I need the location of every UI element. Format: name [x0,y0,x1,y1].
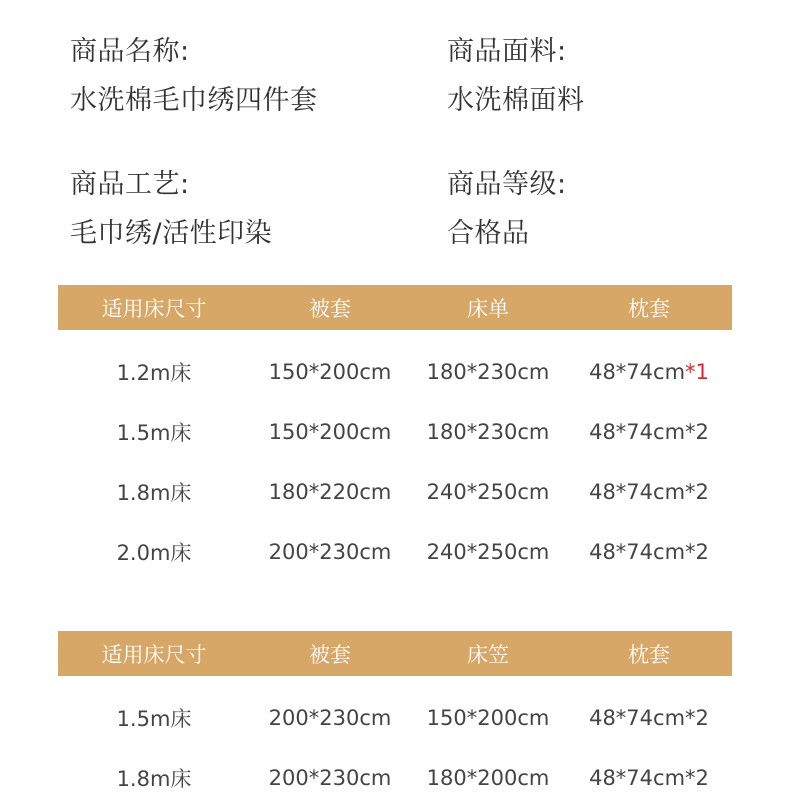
cell-bed-size: 1.5m床 [116,421,192,445]
cell-flat-sheet: 240*250cm [426,480,550,504]
cell-pillowcase [566,360,732,384]
pillowcase-size: 48*74cm [589,766,686,790]
cell-bed-size: 2.0m床 [116,541,192,565]
cell-pillowcase [566,480,732,504]
cell-duvet-cover: 150*200cm [268,420,392,444]
cell-bed-size: 1.5m床 [116,707,192,731]
cell-duvet-cover: 200*230cm [268,540,392,564]
cell-bed-size: 1.2m床 [116,361,192,385]
cell-pillowcase [566,766,732,790]
fabric-value: 水洗棉面料 [447,85,585,116]
cell-duvet-cover: 180*220cm [268,480,392,504]
pillowcase-size: 48*74cm [589,540,686,564]
table-body [58,676,732,808]
header-bed-size: 适用床尺寸 [101,642,207,667]
cell-flat-sheet: 240*250cm [426,540,550,564]
header-duvet-cover: 被套 [309,296,351,321]
craft-value: 毛巾绣/活性印染 [70,218,273,249]
product-name-value: 水洗棉毛巾绣四件套 [70,85,318,116]
fabric-label: 商品面料: [447,36,567,67]
product-name-label: 商品名称: [70,36,190,67]
cell-flat-sheet: 180*230cm [426,420,550,444]
grade-label: 商品等级: [447,169,567,200]
table-row [58,402,732,462]
table-row [58,342,732,402]
table-row [58,688,732,748]
cell-flat-sheet: 180*230cm [426,360,550,384]
pillowcase-size: 48*74cm [589,420,686,444]
size-table-flat-sheet [58,285,732,582]
table-header [58,285,732,330]
cell-bed-size: 1.8m床 [116,481,192,505]
grade-value: 合格品 [447,218,530,249]
table-row [58,462,732,522]
pillowcase-qty: *2 [685,766,709,790]
cell-pillowcase [566,420,732,444]
pillowcase-size: 48*74cm [589,360,686,384]
size-table-fitted-sheet [58,631,732,808]
cell-bed-size: 1.8m床 [116,767,192,791]
pillowcase-size: 48*74cm [589,706,686,730]
table-row [58,748,732,808]
cell-pillowcase [566,540,732,564]
pillowcase-qty: *2 [685,706,709,730]
pillowcase-qty: *2 [685,480,709,504]
cell-fitted-sheet: 150*200cm [426,706,550,730]
pillowcase-qty: *1 [685,360,709,384]
table-row [58,522,732,582]
craft-label: 商品工艺: [70,169,190,200]
table-header [58,631,732,676]
header-bed-size: 适用床尺寸 [101,296,207,321]
table-body [58,330,732,582]
header-fitted-sheet: 床笠 [467,642,509,667]
pillowcase-qty: *2 [685,540,709,564]
cell-duvet-cover: 200*230cm [268,766,392,790]
pillowcase-qty: *2 [685,420,709,444]
pillowcase-size: 48*74cm [589,480,686,504]
header-flat-sheet: 床单 [467,296,509,321]
cell-pillowcase [566,706,732,730]
header-pillowcase: 枕套 [628,642,670,667]
cell-duvet-cover: 200*230cm [268,706,392,730]
header-pillowcase: 枕套 [628,296,670,321]
cell-fitted-sheet: 180*200cm [426,766,550,790]
header-duvet-cover: 被套 [309,642,351,667]
cell-duvet-cover: 150*200cm [268,360,392,384]
